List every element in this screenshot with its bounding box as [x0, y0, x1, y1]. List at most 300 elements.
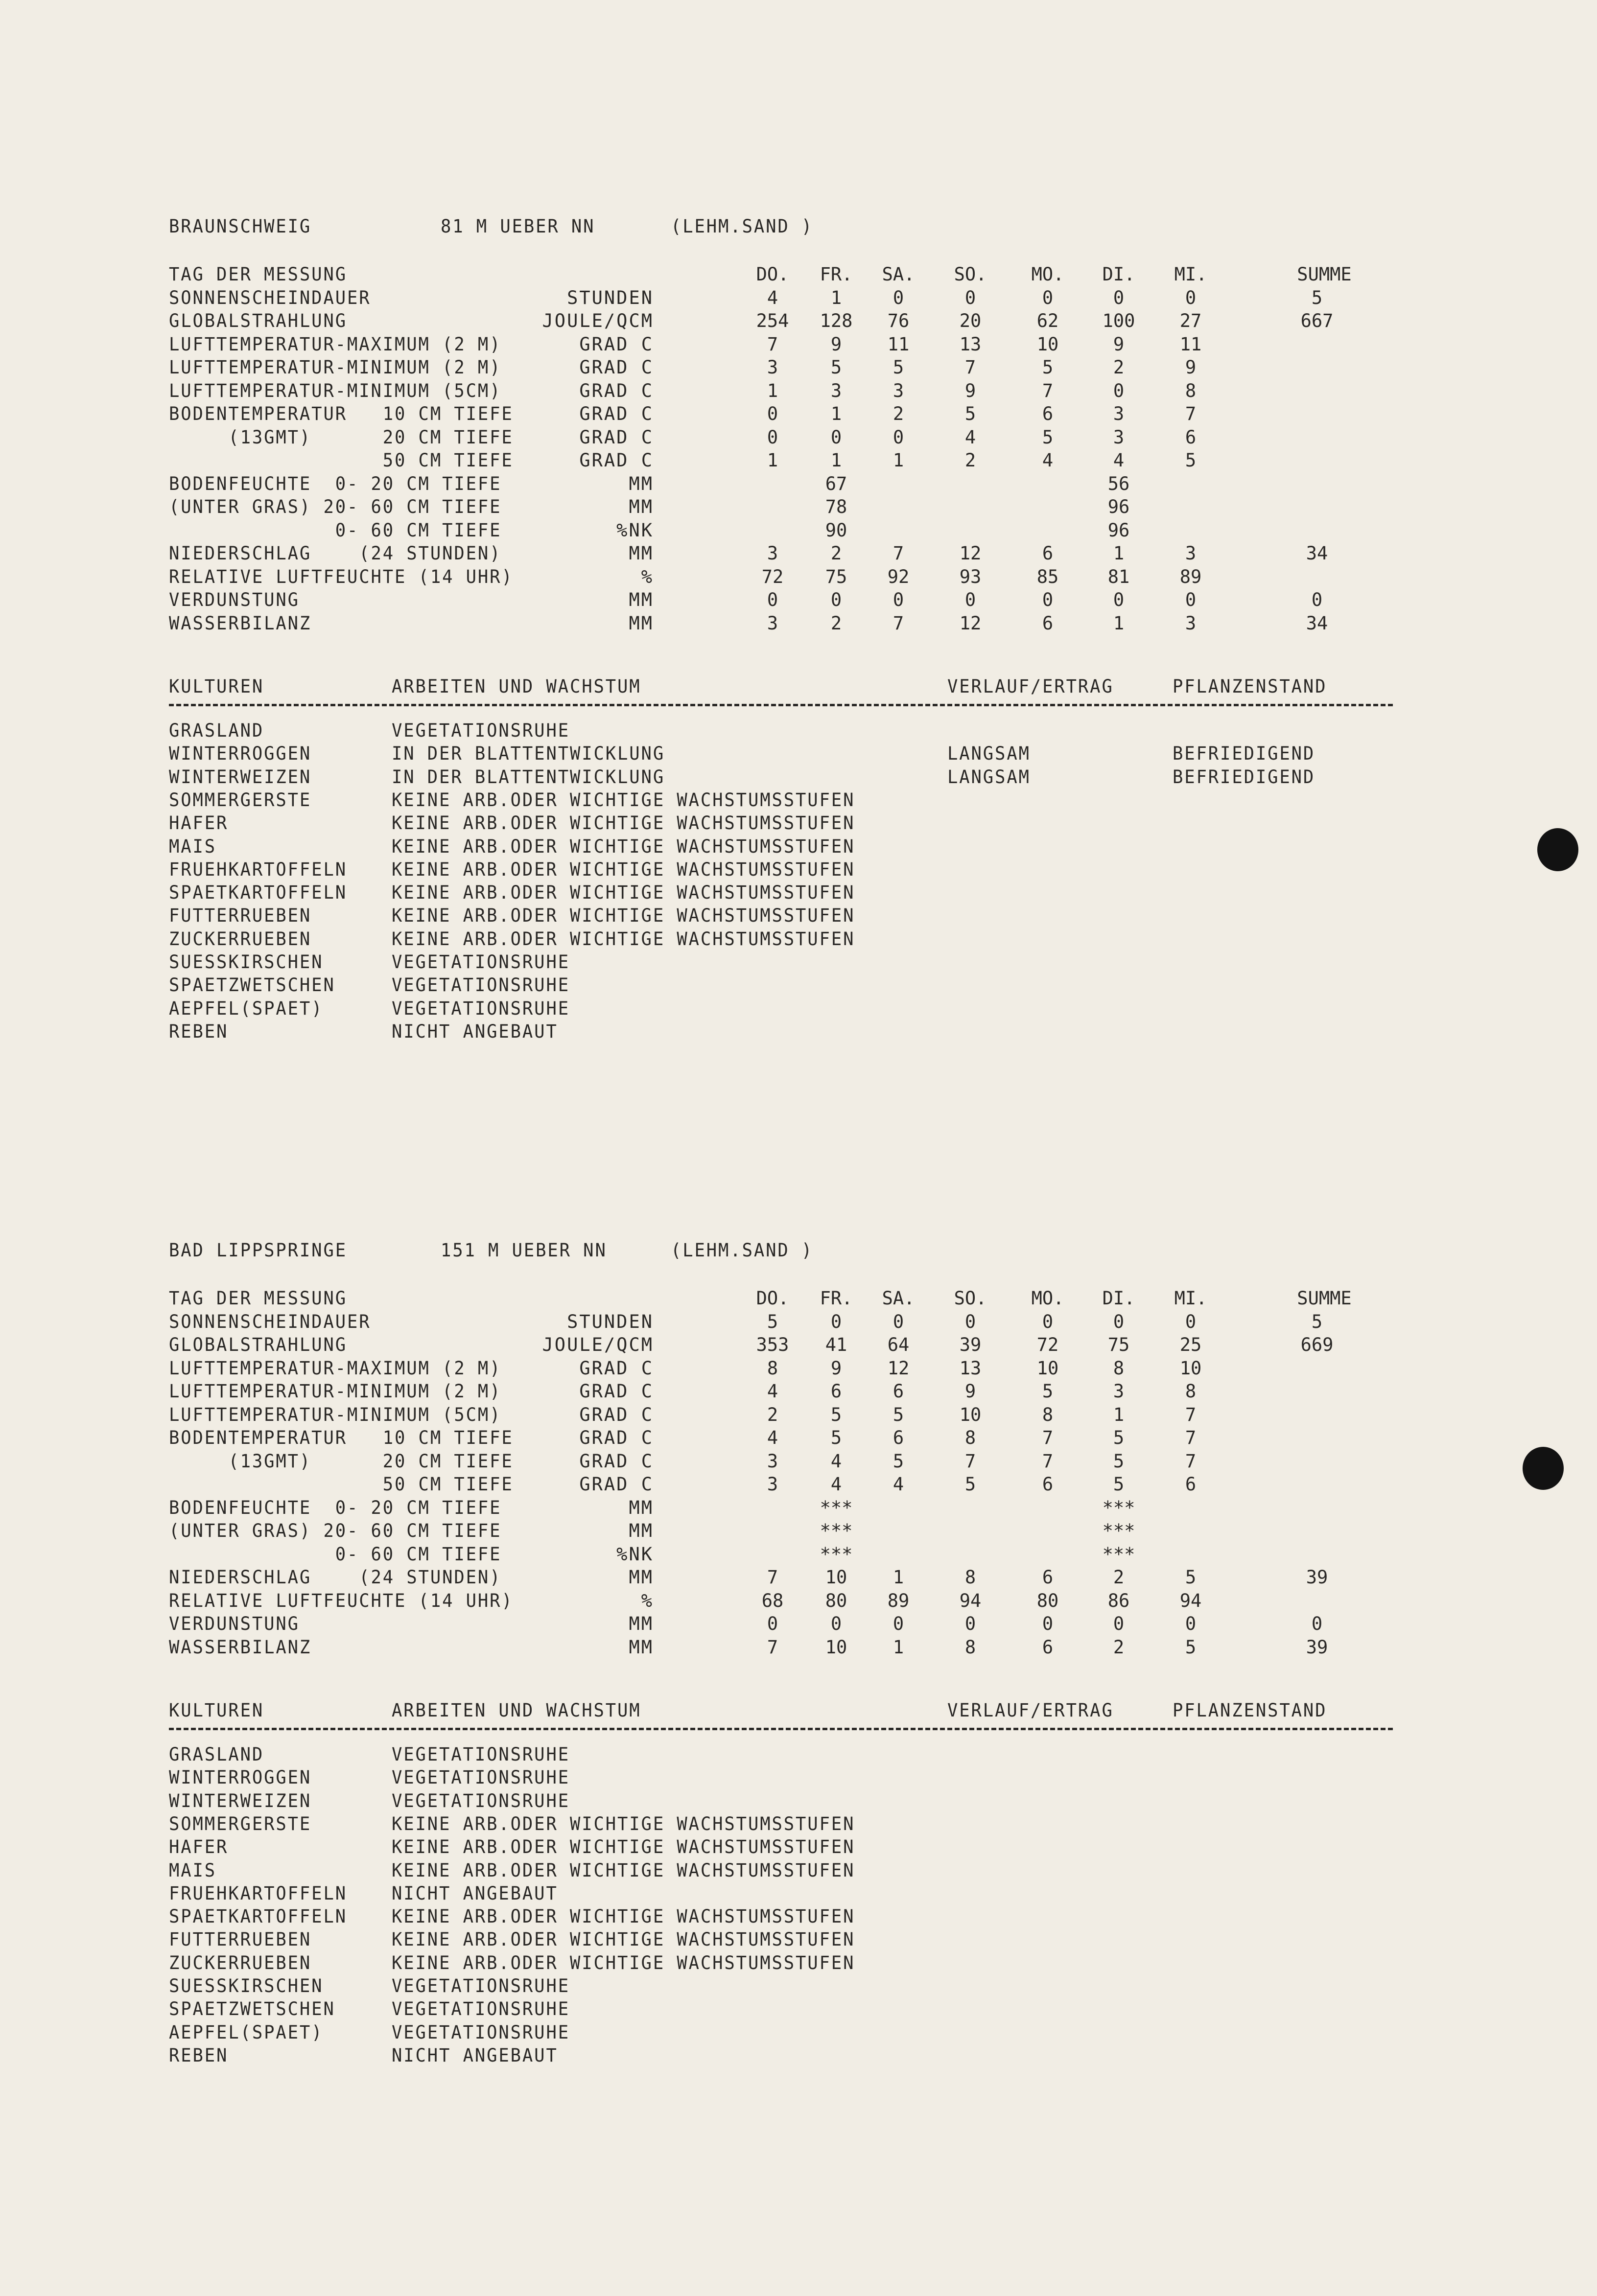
measurement-value: 8 — [1185, 1381, 1197, 1402]
measurement-unit: MM — [629, 1497, 654, 1518]
measurement-value: 4 — [1042, 450, 1054, 471]
measurement-unit: GRAD C — [579, 1427, 654, 1448]
measurement-value: 3 — [767, 612, 778, 634]
day-header: SA. — [882, 1288, 915, 1309]
measurement-value: 8 — [1113, 1357, 1125, 1379]
measurement-value: 7 — [892, 543, 904, 564]
measurement-value: 0 — [830, 1613, 842, 1634]
measurement-value: 64 — [887, 1334, 910, 1355]
crop-name: WINTERWEIZEN — [169, 766, 312, 788]
measurement-value: 1 — [1113, 1404, 1125, 1425]
measurement-value: 3 — [830, 380, 842, 401]
measurement-value: 3 — [892, 380, 904, 401]
measurement-unit: MM — [629, 1636, 654, 1658]
measurement-value: 0 — [767, 589, 778, 610]
measurement-value: 1 — [892, 1567, 904, 1588]
measurement-value: 5 — [1185, 450, 1197, 471]
measurement-value: 96 — [1107, 519, 1130, 541]
measurement-value: 1 — [892, 450, 904, 471]
measurement-value: 5 — [1185, 1567, 1197, 1588]
day-header: DO. — [756, 1288, 789, 1309]
measurement-value: 5 — [1113, 1450, 1125, 1472]
measurement-value: 9 — [964, 380, 976, 401]
crop-name: FUTTERRUEBEN — [169, 1929, 312, 1950]
measurement-sum: 667 — [1300, 310, 1334, 331]
measurement-unit: JOULE/QCM — [542, 1334, 654, 1355]
crop-work-status: VEGETATIONSRUHE — [392, 1744, 570, 1765]
measurement-value: 4 — [892, 1474, 904, 1495]
measurement-value: 96 — [1107, 496, 1130, 517]
measurement-value: 80 — [825, 1590, 847, 1611]
crop-name: SPAETZWETSCHEN — [169, 974, 335, 996]
measurement-value: 5 — [830, 1404, 842, 1425]
measurement-value: 1 — [767, 380, 778, 401]
day-header: MI. — [1174, 1288, 1207, 1309]
measurement-value: 2 — [1113, 357, 1125, 378]
crop-work-status: KEINE ARB.ODER WICHTIGE WACHSTUMSSTUFEN — [392, 1952, 855, 1973]
crops-header-crop: KULTUREN — [169, 676, 264, 697]
measurement-sum: 39 — [1306, 1567, 1328, 1588]
measurement-value: 85 — [1036, 566, 1059, 587]
measurement-value: 75 — [1107, 1334, 1130, 1355]
measurement-value: 6 — [1042, 403, 1054, 424]
measurement-value: 92 — [887, 566, 910, 587]
measurement-value: *** — [820, 1543, 853, 1565]
measurement-value: 6 — [1042, 543, 1054, 564]
measurement-value: 0 — [767, 1613, 778, 1634]
day-header: DI. — [1102, 1288, 1135, 1309]
measurement-value: 5 — [964, 403, 976, 424]
measurement-value: 9 — [1185, 357, 1197, 378]
measurement-value: 89 — [887, 1590, 910, 1611]
crop-name: SUESSKIRSCHEN — [169, 1975, 324, 1996]
measurement-value: 90 — [825, 519, 847, 541]
measurement-value: 7 — [892, 612, 904, 634]
dashed-divider — [169, 704, 1393, 706]
measurement-value: 353 — [756, 1334, 789, 1355]
measurement-sum: 34 — [1306, 612, 1328, 634]
measurement-value: 5 — [1042, 1381, 1054, 1402]
crop-name: SPAETZWETSCHEN — [169, 1998, 335, 2020]
crop-name: FRUEHKARTOFFELN — [169, 1882, 347, 1904]
measurement-value: *** — [820, 1520, 853, 1541]
measurement-unit: GRAD C — [579, 380, 654, 401]
measurement-value: 7 — [964, 1450, 976, 1472]
measurement-value: 2 — [1113, 1636, 1125, 1658]
measurement-value: 0 — [964, 1311, 976, 1332]
measurement-value: 2 — [830, 612, 842, 634]
measurement-value: 0 — [1113, 1613, 1125, 1634]
measurement-value: 3 — [1113, 1381, 1125, 1402]
measurement-value: 8 — [964, 1427, 976, 1448]
measurement-unit: GRAD C — [579, 1381, 654, 1402]
measurement-sum: 669 — [1300, 1334, 1334, 1355]
measurement-unit: GRAD C — [579, 333, 654, 355]
crop-work-status: VEGETATIONSRUHE — [392, 974, 570, 996]
crop-work-status: VEGETATIONSRUHE — [392, 1790, 570, 1811]
measurement-value: 0 — [1042, 1613, 1054, 1634]
measurement-value: 1 — [1113, 612, 1125, 634]
measurement-value: 5 — [830, 1427, 842, 1448]
measurement-value: 12 — [959, 612, 982, 634]
crop-work-status: KEINE ARB.ODER WICHTIGE WACHSTUMSSTUFEN — [392, 1813, 855, 1834]
measurement-value: 0 — [1042, 1311, 1054, 1332]
day-header: MI. — [1174, 264, 1207, 285]
measurement-label: VERDUNSTUNG — [169, 589, 300, 610]
crop-name: FUTTERRUEBEN — [169, 905, 312, 927]
measurement-label: BODENTEMPERATUR 10 CM TIEFE — [169, 403, 514, 424]
measurement-value: 4 — [767, 287, 778, 308]
measurement-value: 7 — [1042, 1427, 1054, 1448]
measurement-value: 254 — [756, 310, 789, 331]
measurement-value: 10 — [825, 1636, 847, 1658]
day-header: SA. — [882, 264, 915, 285]
measurement-value: 2 — [830, 543, 842, 564]
crops-header-stand: PFLANZENSTAND — [1173, 676, 1327, 697]
measurement-value: 4 — [767, 1381, 778, 1402]
measurement-label: 50 CM TIEFE — [169, 450, 514, 471]
crop-work-status: KEINE ARB.ODER WICHTIGE WACHSTUMSSTUFEN — [392, 1859, 855, 1881]
crops-header-work: ARBEITEN UND WACHSTUM — [392, 676, 641, 697]
measurement-label: GLOBALSTRAHLUNG — [169, 310, 347, 331]
measurement-value: 12 — [959, 543, 982, 564]
measurement-value: 8 — [767, 1357, 778, 1379]
station-name: BRAUNSCHWEIG — [169, 216, 312, 237]
crop-work-status: VEGETATIONSRUHE — [392, 1998, 570, 2020]
measurement-unit: JOULE/QCM — [542, 310, 654, 331]
crop-name: REBEN — [169, 1020, 229, 1042]
crop-name: ZUCKERRUEBEN — [169, 1952, 312, 1973]
measurement-value: 3 — [767, 1474, 778, 1495]
measurement-value: 8 — [964, 1567, 976, 1588]
measurement-label: RELATIVE LUFTFEUCHTE (14 UHR) — [169, 1590, 514, 1611]
measurement-value: 3 — [1185, 543, 1197, 564]
measurement-value: 20 — [959, 310, 982, 331]
measurement-value: *** — [1102, 1497, 1135, 1518]
measurement-value: 13 — [959, 1357, 982, 1379]
measurement-value: 0 — [892, 589, 904, 610]
measurement-label: BODENTEMPERATUR 10 CM TIEFE — [169, 1427, 514, 1448]
table-title-label: TAG DER MESSUNG — [169, 264, 347, 285]
measurement-value: 5 — [892, 357, 904, 378]
measurement-value: 12 — [887, 1357, 910, 1379]
crop-name: SPAETKARTOFFELN — [169, 1906, 347, 1927]
crop-work-status: IN DER BLATTENTWICKLUNG — [392, 743, 665, 765]
measurement-unit: GRAD C — [579, 1474, 654, 1495]
day-header: SO. — [954, 1288, 987, 1309]
day-header: MO. — [1031, 1288, 1064, 1309]
measurement-value: 2 — [1113, 1567, 1125, 1588]
measurement-label: LUFTTEMPERATUR-MINIMUM (5CM) — [169, 1404, 502, 1425]
measurement-label: (13GMT) 20 CM TIEFE — [169, 426, 514, 448]
measurement-sum: 39 — [1306, 1636, 1328, 1658]
measurement-unit: %NK — [616, 519, 654, 541]
measurement-value: 7 — [1185, 403, 1197, 424]
measurement-value: 4 — [830, 1474, 842, 1495]
measurement-value: 7 — [1042, 380, 1054, 401]
measurement-label: (UNTER GRAS) 20- 60 CM TIEFE — [169, 1520, 502, 1541]
day-header: MO. — [1031, 264, 1064, 285]
measurement-label: VERDUNSTUNG — [169, 1613, 300, 1634]
measurement-value: 5 — [1042, 357, 1054, 378]
crop-work-status: KEINE ARB.ODER WICHTIGE WACHSTUMSSTUFEN — [392, 1929, 855, 1950]
measurement-value: 4 — [830, 1450, 842, 1472]
measurement-value: 81 — [1107, 566, 1130, 587]
measurement-value: 78 — [825, 496, 847, 517]
crop-work-status: VEGETATIONSRUHE — [392, 2021, 570, 2043]
table-title-label: TAG DER MESSUNG — [169, 1288, 347, 1309]
crop-work-status: KEINE ARB.ODER WICHTIGE WACHSTUMSSTUFEN — [392, 905, 855, 927]
measurement-value: 100 — [1102, 310, 1135, 331]
crop-name: AEPFEL(SPAET) — [169, 997, 324, 1019]
measurement-value: 1 — [830, 450, 842, 471]
day-header: FR. — [820, 1288, 853, 1309]
measurement-label: NIEDERSCHLAG (24 STUNDEN) — [169, 543, 502, 564]
crop-work-status: NICHT ANGEBAUT — [392, 2044, 558, 2066]
measurement-value: 11 — [1179, 333, 1202, 355]
measurement-value: 0 — [830, 1311, 842, 1332]
measurement-unit: MM — [629, 612, 654, 634]
measurement-value: 6 — [830, 1381, 842, 1402]
crop-name: SOMMERGERSTE — [169, 1813, 312, 1834]
crop-yield: LANGSAM — [947, 766, 1031, 788]
measurement-value: 6 — [892, 1427, 904, 1448]
measurement-label: (13GMT) 20 CM TIEFE — [169, 1450, 514, 1472]
crop-stand: BEFRIEDIGEND — [1173, 743, 1315, 765]
measurement-sum: 34 — [1306, 543, 1328, 564]
measurement-label: BODENFEUCHTE 0- 20 CM TIEFE — [169, 473, 502, 494]
measurement-value: 0 — [1042, 287, 1054, 308]
measurement-value: 10 — [1179, 1357, 1202, 1379]
measurement-value: 7 — [767, 1636, 778, 1658]
measurement-value: 1 — [892, 1636, 904, 1658]
measurement-value: 1 — [830, 403, 842, 424]
measurement-value: 10 — [825, 1567, 847, 1588]
measurement-value: 6 — [1042, 612, 1054, 634]
soil-type: (LEHM.SAND ) — [671, 216, 814, 237]
measurement-value: 0 — [1185, 1613, 1197, 1634]
measurement-unit: % — [641, 566, 654, 587]
measurement-value: 2 — [767, 1404, 778, 1425]
day-header: DI. — [1102, 264, 1135, 285]
measurement-label: LUFTTEMPERATUR-MAXIMUM (2 M) — [169, 1357, 502, 1379]
crop-name: MAIS — [169, 1859, 217, 1881]
measurement-label: 50 CM TIEFE — [169, 1474, 514, 1495]
measurement-unit: MM — [629, 543, 654, 564]
crops-header-yield: VERLAUF/ERTRAG — [947, 1700, 1114, 1721]
measurement-value: *** — [820, 1497, 853, 1518]
punch-hole — [1537, 828, 1578, 871]
crop-work-status: KEINE ARB.ODER WICHTIGE WACHSTUMSSTUFEN — [392, 858, 855, 880]
sum-header: SUMME — [1297, 1288, 1352, 1309]
measurement-value: 0 — [1113, 380, 1125, 401]
measurement-unit: GRAD C — [579, 450, 654, 471]
measurement-unit: % — [641, 1590, 654, 1611]
measurement-value: 72 — [761, 566, 784, 587]
measurement-value: 5 — [1185, 1636, 1197, 1658]
measurement-label: LUFTTEMPERATUR-MAXIMUM (2 M) — [169, 333, 502, 355]
crop-name: GRASLAND — [169, 1744, 264, 1765]
measurement-unit: GRAD C — [579, 1357, 654, 1379]
crop-yield: LANGSAM — [947, 743, 1031, 765]
crop-name: ZUCKERRUEBEN — [169, 928, 312, 950]
measurement-value: 80 — [1036, 1590, 1059, 1611]
measurement-value: 27 — [1179, 310, 1202, 331]
measurement-value: 7 — [767, 333, 778, 355]
measurement-value: 0 — [1113, 287, 1125, 308]
measurement-value: 7 — [1042, 1450, 1054, 1472]
crop-name: WINTERWEIZEN — [169, 1790, 312, 1811]
crop-name: SOMMERGERSTE — [169, 789, 312, 811]
crop-work-status: VEGETATIONSRUHE — [392, 951, 570, 973]
measurement-value: 10 — [1036, 1357, 1059, 1379]
measurement-label: SONNENSCHEINDAUER — [169, 1311, 371, 1332]
day-header: SO. — [954, 264, 987, 285]
measurement-value: 3 — [1113, 426, 1125, 448]
measurement-value: 75 — [825, 566, 847, 587]
crop-work-status: KEINE ARB.ODER WICHTIGE WACHSTUMSSTUFEN — [392, 835, 855, 857]
measurement-unit: MM — [629, 589, 654, 610]
crop-work-status: NICHT ANGEBAUT — [392, 1882, 558, 1904]
measurement-value: 94 — [1179, 1590, 1202, 1611]
day-header: DO. — [756, 264, 789, 285]
measurement-sum: 0 — [1311, 589, 1323, 610]
crops-header-stand: PFLANZENSTAND — [1173, 1700, 1327, 1721]
measurement-value: 39 — [959, 1334, 982, 1355]
measurement-value: *** — [1102, 1543, 1135, 1565]
crop-work-status: KEINE ARB.ODER WICHTIGE WACHSTUMSSTUFEN — [392, 882, 855, 904]
measurement-value: 5 — [892, 1404, 904, 1425]
punch-hole — [1523, 1447, 1564, 1490]
measurement-value: 3 — [1113, 403, 1125, 424]
measurement-unit: GRAD C — [579, 403, 654, 424]
measurement-unit: %NK — [616, 1543, 654, 1565]
measurement-unit: GRAD C — [579, 357, 654, 378]
measurement-value: 0 — [892, 287, 904, 308]
crop-name: REBEN — [169, 2044, 229, 2066]
measurement-value: 5 — [830, 357, 842, 378]
measurement-value: 3 — [1185, 612, 1197, 634]
measurement-label: LUFTTEMPERATUR-MINIMUM (5CM) — [169, 380, 502, 401]
measurement-value: 128 — [820, 310, 853, 331]
measurement-value: 68 — [761, 1590, 784, 1611]
dashed-divider — [169, 1728, 1393, 1730]
measurement-sum: 5 — [1311, 1311, 1323, 1332]
crops-header-crop: KULTUREN — [169, 1700, 264, 1721]
measurement-value: 93 — [959, 566, 982, 587]
crop-work-status: VEGETATIONSRUHE — [392, 1767, 570, 1788]
measurement-value: 9 — [830, 333, 842, 355]
measurement-value: 5 — [1113, 1474, 1125, 1495]
measurement-value: 89 — [1179, 566, 1202, 587]
measurement-value: *** — [1102, 1520, 1135, 1541]
measurement-unit: MM — [629, 496, 654, 517]
measurement-value: 7 — [1185, 1450, 1197, 1472]
crop-work-status: VEGETATIONSRUHE — [392, 997, 570, 1019]
measurement-label: LUFTTEMPERATUR-MINIMUM (2 M) — [169, 357, 502, 378]
measurement-value: 41 — [825, 1334, 847, 1355]
measurement-sum: 0 — [1311, 1613, 1323, 1634]
measurement-value: 0 — [767, 403, 778, 424]
measurement-value: 56 — [1107, 473, 1130, 494]
measurement-label: RELATIVE LUFTFEUCHTE (14 UHR) — [169, 566, 514, 587]
measurement-value: 10 — [959, 1404, 982, 1425]
day-header: FR. — [820, 264, 853, 285]
measurement-value: 0 — [1113, 589, 1125, 610]
measurement-value: 1 — [1113, 543, 1125, 564]
measurement-unit: GRAD C — [579, 1450, 654, 1472]
crop-name: MAIS — [169, 835, 217, 857]
crop-work-status: IN DER BLATTENTWICKLUNG — [392, 766, 665, 788]
crop-work-status: KEINE ARB.ODER WICHTIGE WACHSTUMSSTUFEN — [392, 812, 855, 834]
measurement-value: 6 — [1185, 1474, 1197, 1495]
measurement-label: SONNENSCHEINDAUER — [169, 287, 371, 308]
station-elevation: 151 M UEBER NN — [441, 1240, 607, 1261]
measurement-value: 2 — [964, 450, 976, 471]
measurement-value: 0 — [830, 426, 842, 448]
measurement-value: 0 — [1042, 589, 1054, 610]
measurement-value: 9 — [964, 1381, 976, 1402]
measurement-value: 0 — [964, 287, 976, 308]
measurement-value: 6 — [1185, 426, 1197, 448]
measurement-label: LUFTTEMPERATUR-MINIMUM (2 M) — [169, 1381, 502, 1402]
measurement-value: 0 — [767, 426, 778, 448]
measurement-value: 72 — [1036, 1334, 1059, 1355]
measurement-value: 6 — [1042, 1474, 1054, 1495]
crop-work-status: KEINE ARB.ODER WICHTIGE WACHSTUMSSTUFEN — [392, 1906, 855, 1927]
measurement-value: 0 — [964, 1613, 976, 1634]
measurement-value: 9 — [1113, 333, 1125, 355]
crop-name: AEPFEL(SPAET) — [169, 2021, 324, 2043]
measurement-value: 1 — [830, 287, 842, 308]
measurement-value: 2 — [892, 403, 904, 424]
crop-name: FRUEHKARTOFFELN — [169, 858, 347, 880]
crop-work-status: KEINE ARB.ODER WICHTIGE WACHSTUMSSTUFEN — [392, 1836, 855, 1858]
measurement-value: 11 — [887, 333, 910, 355]
measurement-value: 25 — [1179, 1334, 1202, 1355]
measurement-value: 6 — [1042, 1636, 1054, 1658]
measurement-value: 5 — [892, 1450, 904, 1472]
sum-header: SUMME — [1297, 264, 1352, 285]
measurement-value: 4 — [767, 1427, 778, 1448]
measurement-value: 6 — [892, 1381, 904, 1402]
measurement-unit: STUNDEN — [567, 287, 654, 308]
measurement-label: WASSERBILANZ — [169, 612, 312, 634]
measurement-value: 94 — [959, 1590, 982, 1611]
crop-name: SUESSKIRSCHEN — [169, 951, 324, 973]
measurement-unit: MM — [629, 1613, 654, 1634]
measurement-value: 0 — [892, 1613, 904, 1634]
measurement-value: 7 — [1185, 1427, 1197, 1448]
measurement-label: (UNTER GRAS) 20- 60 CM TIEFE — [169, 496, 502, 517]
crops-header-yield: VERLAUF/ERTRAG — [947, 676, 1114, 697]
measurement-value: 62 — [1036, 310, 1059, 331]
measurement-value: 0 — [964, 589, 976, 610]
measurement-value: 4 — [1113, 450, 1125, 471]
measurement-value: 0 — [830, 589, 842, 610]
measurement-value: 7 — [1185, 1404, 1197, 1425]
measurement-value: 8 — [1185, 380, 1197, 401]
measurement-value: 7 — [767, 1567, 778, 1588]
crop-name: GRASLAND — [169, 720, 264, 741]
measurement-sum: 5 — [1311, 287, 1323, 308]
crop-name: HAFER — [169, 1836, 229, 1858]
measurement-label: GLOBALSTRAHLUNG — [169, 1334, 347, 1355]
measurement-value: 0 — [1185, 287, 1197, 308]
measurement-value: 5 — [767, 1311, 778, 1332]
measurement-value: 7 — [964, 357, 976, 378]
measurement-value: 6 — [1042, 1567, 1054, 1588]
